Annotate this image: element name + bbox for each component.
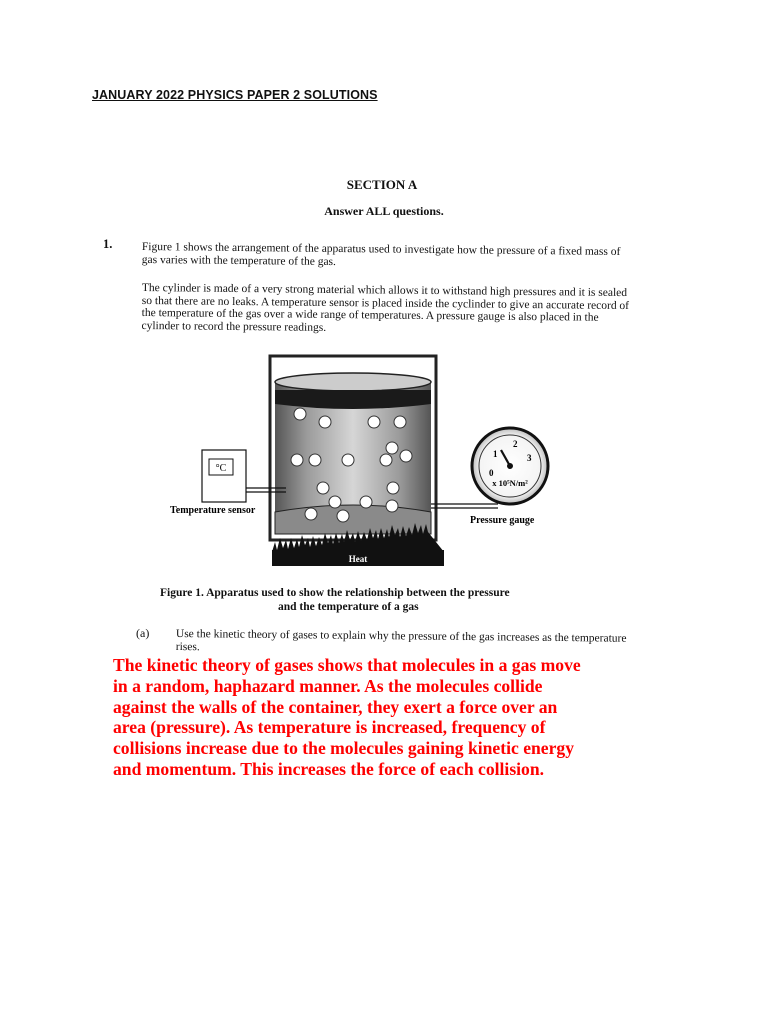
pressure-gauge (431, 428, 548, 508)
question-intro-paragraph: Figure 1 shows the arrangement of the apparatus used to investigate how the pressure of a fixed mass of gas varies with the temperature of the gas. (141, 241, 621, 268)
apparatus-diagram (160, 352, 560, 578)
heat-label: Heat (348, 554, 368, 564)
answer-line: The kinetic theory of gases shows that molecules in a gas move (113, 655, 581, 675)
caption-line-1: Figure 1. Apparatus used to show the relationship between the pressure (160, 587, 510, 599)
answer-line: and momentum. This increases the force of each collision. (113, 758, 545, 779)
section-heading: SECTION A (346, 177, 418, 192)
part-a-answer (113, 655, 678, 780)
question-number: 1. (103, 237, 113, 251)
caption-line-2: and the temperature of a gas (278, 601, 419, 613)
part-a-question: Use the kinetic theory of gases to explain why the pressure of the gas increases as the temperature rises. (175, 628, 627, 653)
answer-line: against the walls of the container, they exert a force over an (113, 696, 558, 717)
answer-line: area (pressure). As temperature is increased, frequency of (113, 717, 546, 738)
temperature-sensor-label: Temperature sensor (170, 505, 256, 516)
answer-line: collisions increase due to the molecules gaining kinetic energy (113, 738, 574, 759)
part-a-label: (a) (136, 626, 150, 640)
answer-line: in a random, haphazard manner. As the molecules collide (113, 675, 543, 696)
gauge-tick-0: 0 (489, 468, 494, 478)
document-title: JANUARY 2022 PHYSICS PAPER 2 SOLUTIONS (92, 88, 378, 102)
gauge-units: x 10⁵N/m² (492, 478, 528, 488)
section-instructions: Answer ALL questions. (324, 204, 444, 218)
sensor-display-text: °C (215, 463, 227, 474)
gauge-tick-3: 3 (527, 453, 532, 463)
pressure-gauge-label: Pressure gauge (470, 515, 535, 526)
cylinder (270, 356, 436, 540)
gauge-tick-2: 2 (513, 439, 518, 449)
gauge-tick-1: 1 (493, 449, 498, 459)
figure-caption (160, 586, 590, 614)
question-description-paragraph: The cylinder is made of a very strong material which allows it to withstand high pressures and it is sealed so that there are no leaks. A temperature sensor is placed inside the cyclinder to give an accurate record of the temperature of the gas over a wide range of temperatures. A pressure gauge is also placed in the cylinder to record the pressure readings. (141, 282, 630, 334)
